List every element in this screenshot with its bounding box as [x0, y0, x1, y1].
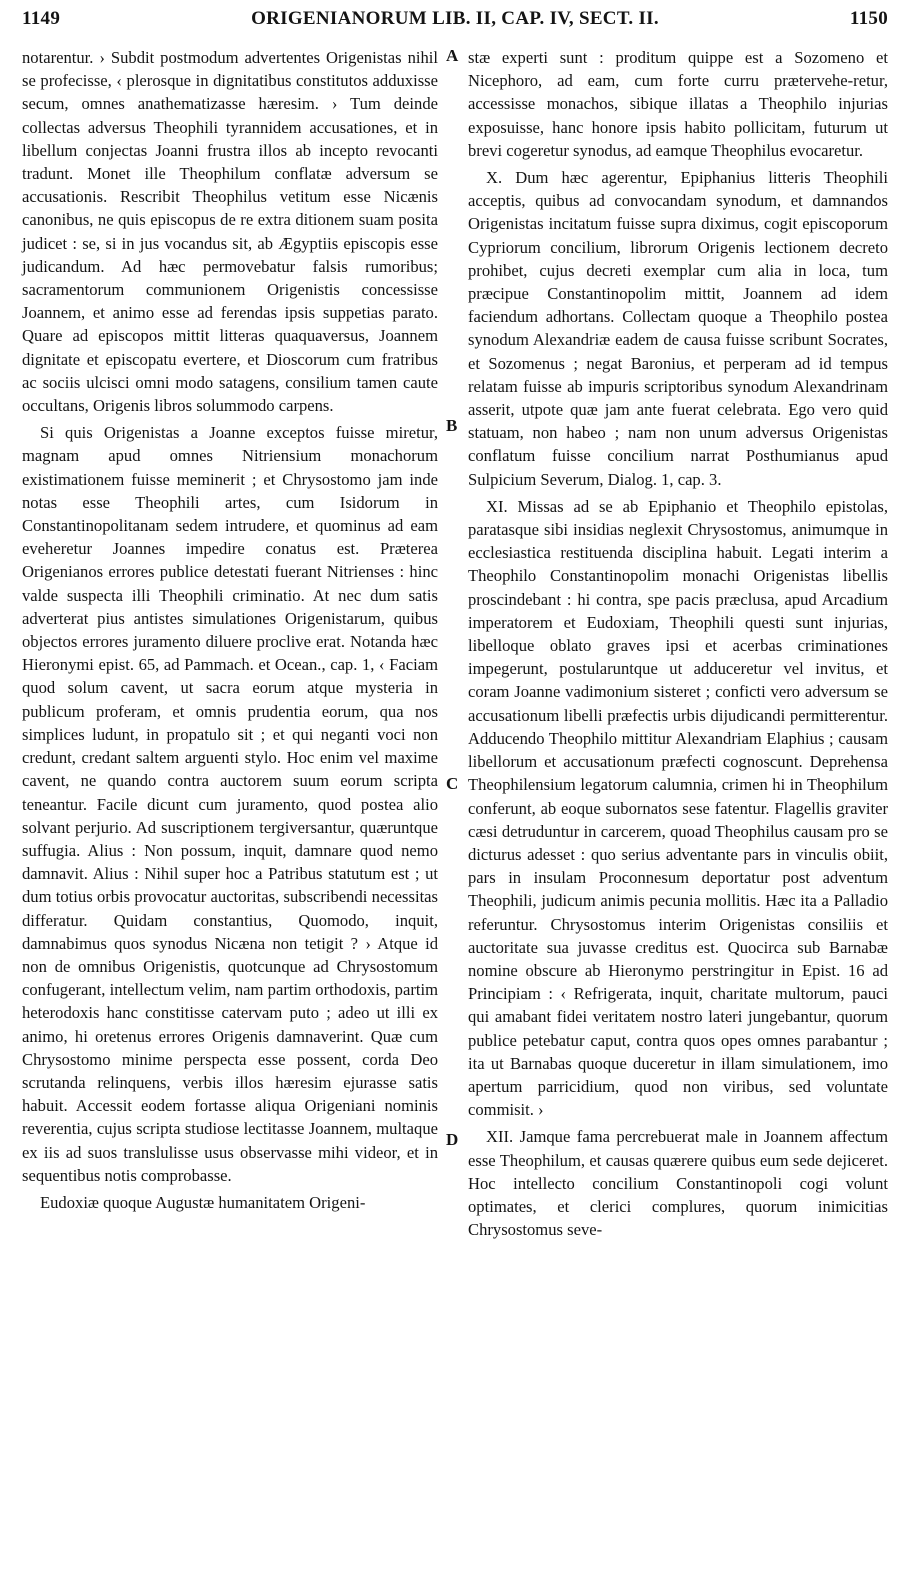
paragraph: stæ experti sunt : proditum quippe est a Sozomeno et Nicephoro, ad eam, cum forte curru prætervehe-retur, accessisse monachos, sibique illatas a Theophilo injurias exposuisse, hanc honore ipsis habito pollicitam, futurum ut brevi cogeretur synodus, ad eamque Theophilus evocaretur. [468, 48, 888, 160]
left-column [22, 46, 438, 1214]
paragraph: Eudoxiæ quoque Augustæ humanitatem Origeni- [40, 1192, 366, 1212]
page-number-right: 1150 [849, 8, 888, 29]
page-number-left: 1149 [22, 8, 61, 29]
margin-marker-c: C [446, 774, 459, 793]
paragraph: X. Dum hæc agerentur, Epiphanius litteris Theophili acceptis, quibus ad convocandam synodum, et damnandos Origenistas incitatum fuisse supra diximus, cogit episcoporum Cypriorum concilium, librorum Origenis lectionem decreto prohibet, cujus decreti exemplar cum alia in loca, tum præcipue Constantinopolim mittit, Joannem ad idem faciendum adhortans. Collectam quoque a Theophilo postea synodum Alexandriæ eadem de causa fuisse scribunt Socrates, et Sozomenus ; negat Baronius, et perperam ad id tempus relatam fuisse ab impuris scriptoribus synodum Alexandrinam asserit, utpote quæ jam ante fuerat celebrata. Ego vero quid statuam, non habeo ; nam non unum adversus Origenistas conflatum fuisse concilium narrat Posthumianus apud Sulpicium Severum, Dialog. 1, cap. 3. [468, 168, 888, 489]
paragraph: XI. Missas ad se ab Epiphanio et Theophilo epistolas, paratasque sibi insidias neglexit Chrysostomus, animumque in ecclesiastica restituenda disciplina habuit. Legati interim a Theophilo Constantinopolim monachi Origenistas libellis proscindebant : hi contra, spe pacis præclusa, apud Arcadium imperatorem et Eudoxiam, Theophili questi sunt injurias, libelloque oblato graves ipsi et acerbas criminationes impegerunt, postularuntque ut adduceretur vel invitus, et coram Joanne vadimonium sisteret ; conficti vero adversum se accusationum libelli præfectis urbis dijudicandi permitterentur. Adducendo Theophilo mittitur Alexandriam Elaphius ; causam libellorum et accusationum præfecti cognoscunt. Deprehensa Theophilensium legatorum calumnia, crimen hi in Theophilum conferunt, ab eoque subornatos sese fatentur. Flagellis graviter cæsi detruduntur in carcerem, quoad Theophilus causam pro se dicturus adesset : quo serius adventante pars in vinculis obiit, pars in insulam Proconnesum deportatur post adventum Theophili, judicum animis pecunia mollitis. Hæc ita a Palladio referuntur. Chrysostomus interim Origenistas consiliis et auctoritate sua juvasse creditus est. Quocirca sub Barnabæ nomine obscure ab Hieronymo perstringitur in Epist. 16 ad Principiam : ‹ Refrigerata, inquit, charitate multorum, pauci qui amabant fidei veritatem nostro lateri jungebantur, quorum publice petebatur caput, contra quos opes omnes parabantur ; ita ut Barnabas quoque duceretur in illam simulationem, imo apertum parricidium, quod non viribus, sed voluntate commisit. › [468, 496, 888, 1120]
paragraph: XII. Jamque fama percrebuerat male in Joannem affectum esse Theophilum, et causas quærere quibus eum sede dejiceret. Hoc intellecto concilium Constantinopoli cogi volunt optimates, et clerici complures, quorum inimicitias Chrysostomus seve- [468, 1127, 888, 1240]
paragraph: notarentur. › Subdit postmodum advertentes Origenistas nihil se profecisse, ‹ plerosque in dignitatibus constitutos adduxisse secum, omnes anathematizasse hæresim. › Tum deinde collectas adversus Theophili tyrannidem accusationes, et in libellum conjectas Joanni frustra illos ab incepto revocanti tradunt. Monet ille Theophilum conflatæ adversum se accusationis. Rescribit Theophilus vetitum esse Nicænis canonibus, ne quis episcopus de re extra ditionem suam posita judicet : se, si in jus vocandus sit, ab Ægyptiis episcopis esse judicandum. Ad hæc permovebatur falsis rumoribus; sacramentorum communionem Origenistis concessisse Joannem, et animo esse ad ferendas ipsis suppetias parato. Quare ad episcopos mittit litteras quaquaversus, Joannem dignitate et episcopatu evertere, et Dioscorum cum fratribus ac sociis ulcisci omni modo satagens, consilium tamen caute occultans, Origenis libros solummodo carpens. [22, 48, 438, 416]
margin-marker-d: D [446, 1130, 459, 1149]
margin-marker-b: B [446, 416, 458, 435]
page-header [22, 8, 888, 34]
running-title: ORIGENIANORUM LIB. II, CAP. IV, SECT. II. [251, 8, 659, 29]
margin-marker-a: A [446, 46, 459, 65]
paragraph: Si quis Origenistas a Joanne exceptos fuisse miretur, magnam apud omnes Nitriensium monachorum existimationem fuisse meminerit ; et Chrysostomo jam inde notas esse Theophili artes, cum Isidorum in Constantinopolitanam sedem intrudere, et quominus ad eam eveheretur Joannes impedire conatus est. Præterea Origenianos errores publice detestati fuerant Nitrienses : hinc valde suspecta illi Theophili criminatio. At nec dum satis adverterat pius antistes simulationes Origenistarum, quibus objectos errores juramento diluere proclive erat. Notanda hæc Hieronymi epist. 65, ad Pammach. et Ocean., cap. 1, ‹ Faciam quod solum cavent, ut sacra eorum atque mysteria in publicum proferam, et omnis prudentia eorum, qua nos simplices ludunt, in propatulo sit ; et qui neganti voci non credunt, credant saltem arguenti stylo. Hoc enim vel maxime cavent, ne quando contra auctorem suum eorum scripta teneantur. Facile dicunt cum juramento, quod postea alio solvant perjurio. Ad suscriptionem tergiversantur, quæruntque suffugia. Alius : Non possum, inquit, damnare quod nemo damnavit. Alius : Nihil super hoc a Patribus statutum est ; ut dum totius orbis provocatur auctoritas, subscribendi necessitas differatur. Quidam constantius, Quomodo, inquit, damnabimus quos synodus Nicæna non tetigit ? › Atque id non de omnibus Origenistis, quotcunque ad Chrysostomum confugerant, intellectum velim, nam partim orthodoxis, partim heterodoxis hanc constitisse catervam puto ; adeo ut illi ex animo, hi oretenus errores Origenis damnaverint. Quæ cum Chrysostomo minime perspecta esse possent, corda Deo scrutanda relinquens, verbis illos hæresim ejurasse satis habuit. Accessit eodem fortasse aliqua Origeniani nominis reverentia, cujus scripta studiose lectitasse Joannem, multaque ex iis ad suos translulisse usus observasse mihi videor, et in sequentibus notis comprobasse. [22, 423, 438, 1185]
right-column [468, 46, 888, 1241]
